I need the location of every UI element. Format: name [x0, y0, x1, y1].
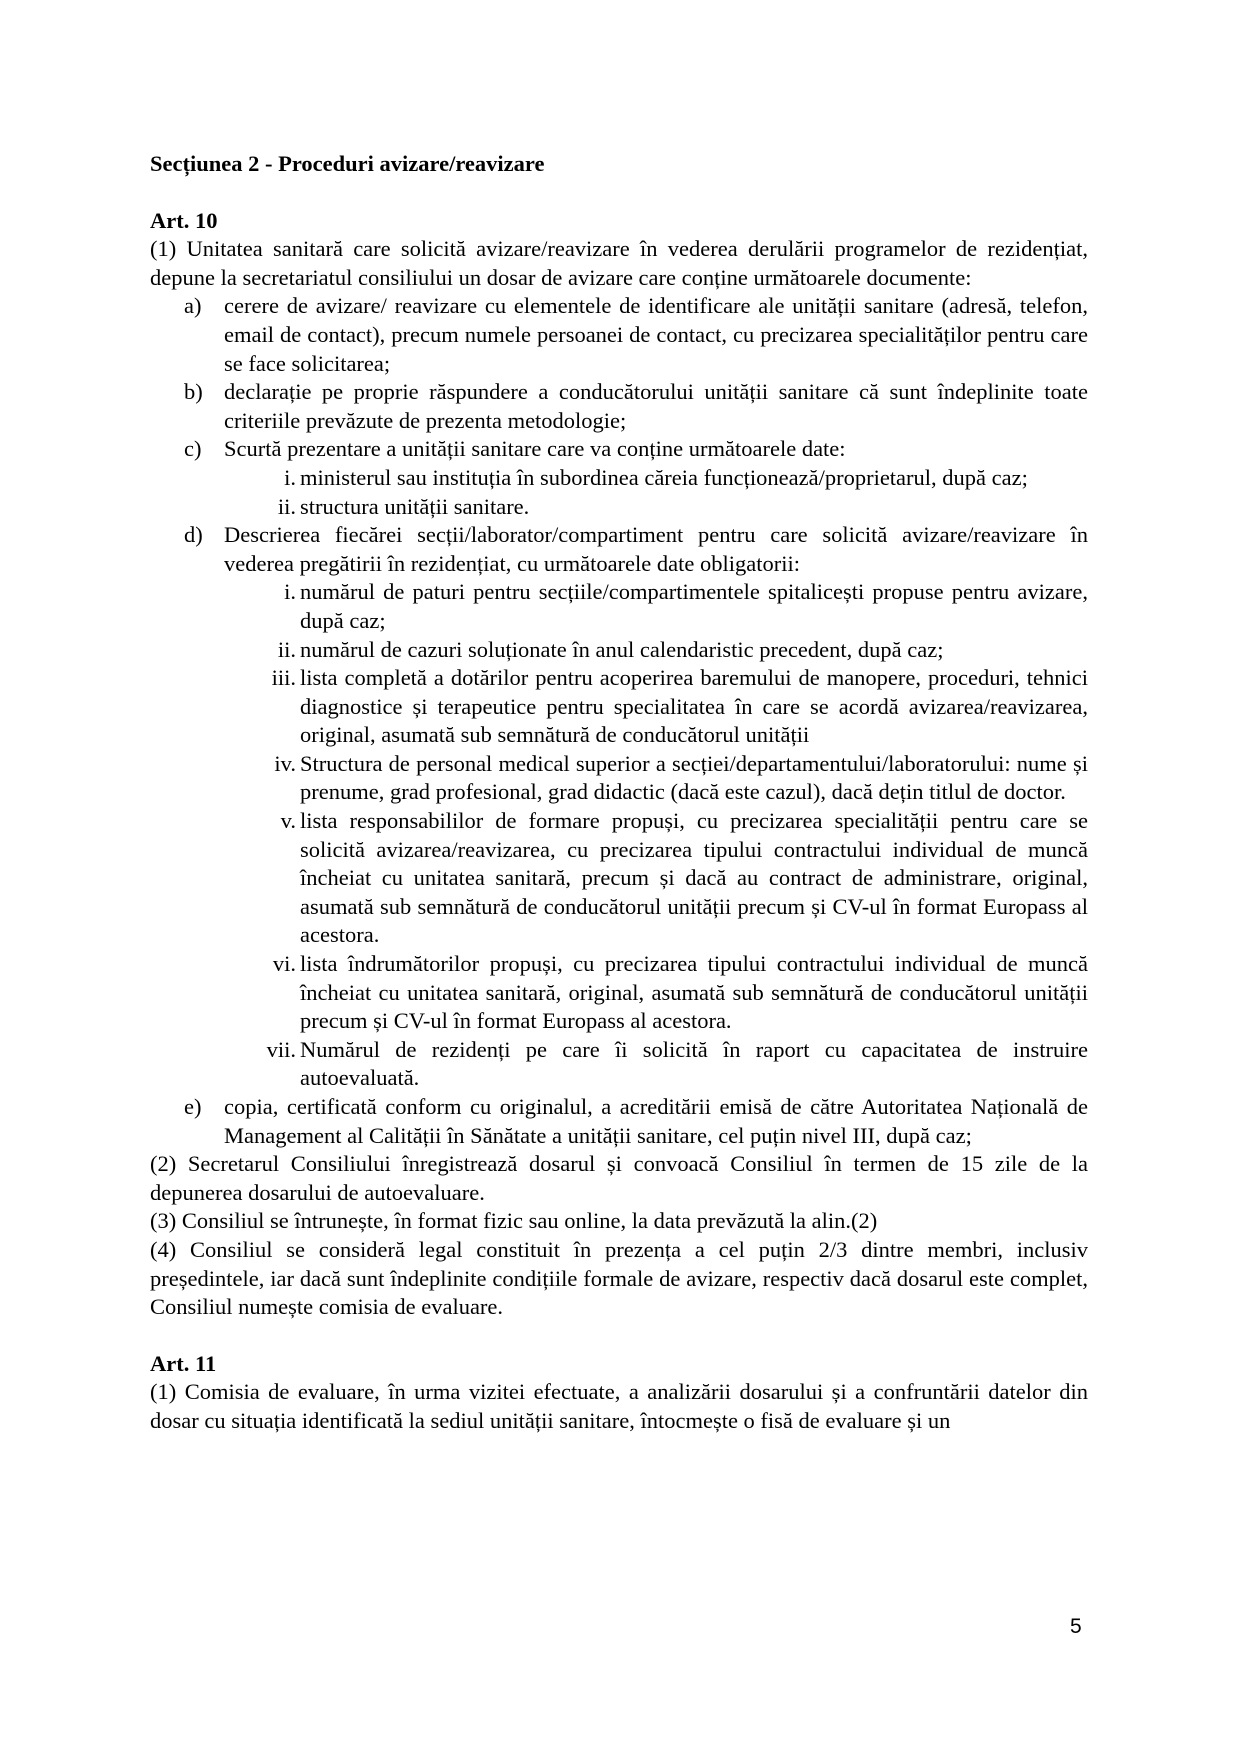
section-title: Secțiunea 2 - Proceduri avizare/reavizare — [150, 151, 545, 176]
list-label: iii. — [271, 665, 296, 691]
list-text: Descrierea fiecărei secții/laborator/compartiment pentru care solicită avizare/reavizare în vederea pregătirii în rezidențiat, cu următoarele date obligatorii: — [224, 522, 1088, 576]
list-label: vii. — [266, 1036, 296, 1062]
art11-paragraph-1: (1) Comisia de evaluare, în urma vizitei efectuate, a analizării dosarului și a confruntării datelor din dosar cu situația identificată la sediul unității sanitare, întocmește o fisă de evaluare și un — [150, 1379, 1088, 1433]
list-item-d-iii — [271, 664, 1088, 750]
list-label: ii. — [277, 493, 296, 519]
list-item-d-i — [284, 578, 1088, 635]
list-label: c) — [184, 436, 202, 462]
art10-paragraph-1: (1) Unitatea sanitară care solicită avizare/reavizare în vederea derulării programelor de rezidențiat, depune la secretariatul consiliului un dosar de avizare care conține următoarele documente: — [150, 236, 1088, 290]
list-text: structura unității sanitare. — [300, 493, 530, 519]
list-item-a — [184, 292, 1088, 378]
list-text: lista îndrumătorilor propuși, cu precizarea tipului contractului individual de muncă încheiat cu unitatea sanitară, original, asumată sub semnătură de conducătorul unității precum și CV-ul în format Europass al acestora. — [300, 951, 1088, 1034]
list-text: lista completă a dotărilor pentru acoperirea baremului de manopere, proceduri, tehnici diagnostice și terapeutice pentru specialitatea în care se acordă avizarea/reavizarea, original, asumată sub semnătură de conducătorul unității — [300, 665, 1088, 748]
list-item-c — [184, 435, 1088, 464]
list-label: ii. — [277, 636, 296, 662]
list-label: vi. — [272, 951, 296, 977]
list-item-d-vii — [266, 1036, 1088, 1093]
list-label: v. — [280, 808, 296, 834]
list-label: iv. — [274, 750, 296, 776]
list-label: a) — [184, 293, 202, 319]
list-item-e — [184, 1093, 1088, 1150]
article-10-title: Art. 10 — [150, 207, 218, 233]
list-text: Structura de personal medical superior a secției/departamentului/laboratorului: nume și prenume, grad profesional, grad didactic (dacă este cazul), dacă dețin titlul de doctor. — [300, 750, 1088, 805]
list-text: cerere de avizare/ reavizare cu elementele de identificare ale unității sanitare (adresă, telefon, email de contact), precum numele persoanei de contact, cu precizarea specialităților pentru care se face solicitarea; — [224, 293, 1088, 376]
list-text: ministerul sau instituția în subordinea căreia funcționează/proprietarul, după caz; — [300, 464, 1028, 490]
art10-paragraph-3: (3) Consiliul se întrunește, în format fizic sau online, la data prevăzută la alin.(2) — [150, 1208, 878, 1234]
list-label: d) — [184, 522, 203, 548]
list-item-b — [184, 378, 1088, 435]
page-number: 5 — [1070, 1615, 1082, 1638]
list-item-c-ii — [277, 493, 1088, 522]
list-label: i. — [284, 579, 296, 605]
list-item-d — [184, 521, 1088, 578]
list-item-d-iv — [274, 750, 1088, 807]
list-text: Scurtă prezentare a unității sanitare care va conține următoarele date: — [224, 436, 846, 462]
art10-paragraph-4: (4) Consiliul se consideră legal constituit în prezența a cel puțin 2/3 dintre membri, inclusiv președintele, iar dacă sunt îndeplinite condițiile formale de avizare, respectiv dacă dosarul este complet, Consiliul numește comisia de evaluare. — [150, 1236, 1088, 1320]
list-label: i. — [284, 464, 296, 490]
list-label: b) — [184, 379, 203, 405]
list-label: e) — [184, 1094, 202, 1119]
list-text: declarație pe proprie răspundere a conducătorului unității sanitare că sunt îndeplinite toate criteriile prevăzute de prezenta metodologie; — [224, 379, 1088, 433]
list-text: numărul de paturi pentru secțiile/compartimentele spitalicești propuse pentru avizare, după caz; — [300, 579, 1088, 633]
list-item-d-ii — [277, 636, 1088, 665]
list-item-c-i — [284, 464, 1088, 493]
list-text: Numărul de rezidenți pe care îi solicită în raport cu capacitatea de instruire autoevaluată. — [300, 1036, 1088, 1091]
document-page — [150, 150, 1088, 1436]
list-text: copia, certificată conform cu originalul, a acreditării emisă de către Autoritatea Națională de Management al Calității în Sănătate a unității sanitare, cel puțin nivel III, după caz; — [224, 1094, 1088, 1148]
art10-paragraph-2: (2) Secretarul Consiliului înregistrează dosarul și convoacă Consiliul în termen de 15 zile de la depunerea dosarului de autoevaluare. — [150, 1151, 1088, 1205]
list-text: numărul de cazuri soluționate în anul calendaristic precedent, după caz; — [300, 636, 944, 662]
list-item-d-v — [280, 807, 1088, 950]
list-text: lista responsabililor de formare propuși, cu precizarea specialității pentru care se solicită avizarea/reavizarea, cu precizarea tipului contractului individual de muncă încheiat cu unitatea sanitară, precum și dacă au contract de administrare, original, asumată sub semnătură de conducătorul unității precum și CV-ul în format Europass al acestora. — [300, 808, 1088, 948]
list-item-d-vi — [272, 950, 1088, 1036]
article-11-title: Art. 11 — [150, 1350, 217, 1376]
